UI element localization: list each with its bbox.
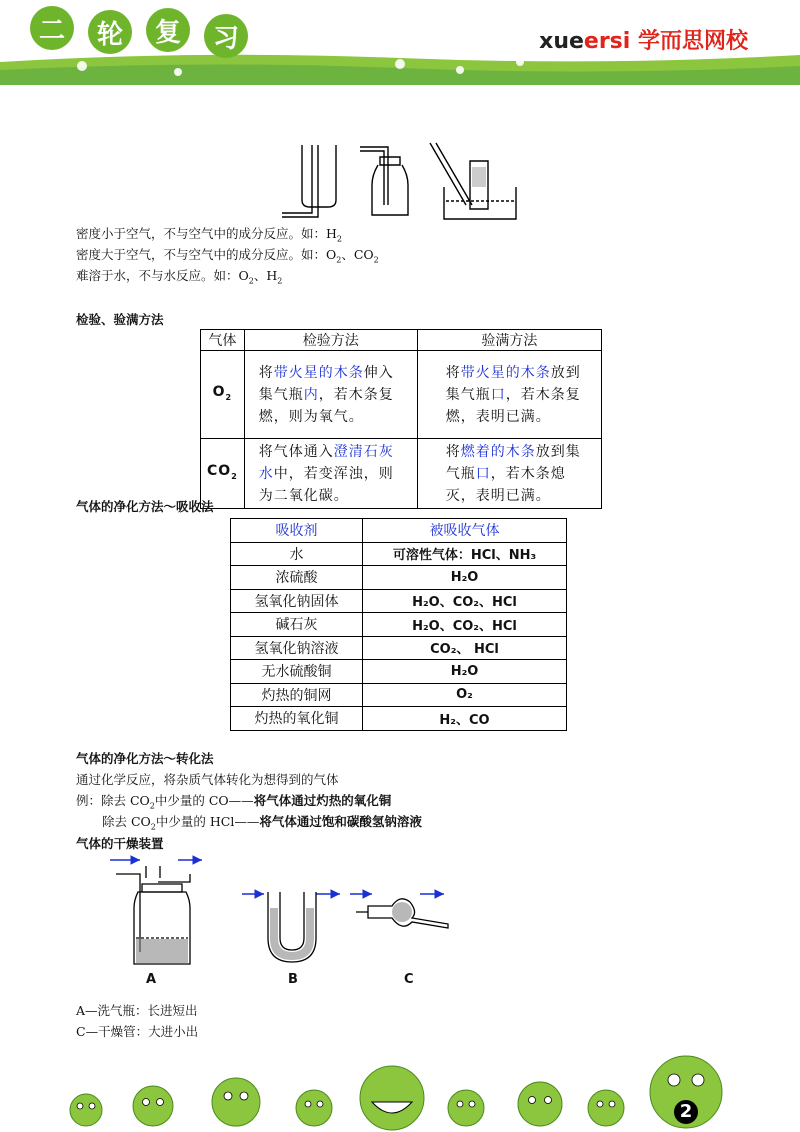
figure-label: A [146,972,157,987]
agent-cell: 灼热的铜网 [231,683,363,707]
convert-intro: 通过化学反应，将杂质气体转化为想得到的气体 [76,772,339,787]
agent-cell: 碱石灰 [231,613,363,637]
test-method-table [200,329,602,509]
gas-cell: $O_2$ [201,351,245,439]
table-row [231,660,567,684]
table-header-row [231,519,567,543]
gas-collection-figure [270,135,540,225]
full-method-cell: 将燃着的木条放到集气瓶口，若木条熄灭，表明已满。 [417,439,601,509]
gas-cell: H₂O、CO₂、HCl [363,589,567,613]
drying-note: A—洗气瓶：长进短出 [76,1003,198,1018]
gas-cell: CO₂、 HCl [363,636,567,660]
property-line: 难溶于水，不与水反应。如：$O_2$、$H_2$ [76,268,283,286]
agent-cell: 灼热的氧化铜 [231,707,363,731]
property-line: 密度小于空气，不与空气中的成分反应。如：$H_2$ [76,226,342,244]
section-heading: 气体的干燥装置 [76,836,164,851]
table-row [231,636,567,660]
full-method-cell: 将带火星的木条放到集气瓶口，若木条复燃，表明已满。 [417,351,601,439]
agent-cell: 水 [231,542,363,566]
table-header: 吸收剂 [231,519,363,543]
gas-cell: O₂ [363,683,567,707]
table-row [231,613,567,637]
table-row [231,683,567,707]
table-row [231,566,567,590]
table-row [231,542,567,566]
test-method-cell: 将带火星的木条伸入集气瓶内，若木条复燃，则为氧气。 [244,351,417,439]
page-number: 2 [679,1101,693,1122]
header-char: 二 [30,6,74,50]
table-header: 检验方法 [244,330,417,351]
section-heading: 检验、验满方法 [76,312,164,327]
header-char: 习 [204,14,248,58]
agent-cell: 无水硫酸铜 [231,660,363,684]
table-row [231,589,567,613]
absorb-table [230,518,567,731]
header-char: 复 [146,8,190,52]
gas-cell: 可溶性气体：HCl、NH₃ [363,542,567,566]
drying-apparatus-figure [100,852,460,972]
convert-example: 例：除去 $CO_2$中少量的 CO——将气体通过灼热的氧化铜 [76,793,392,811]
table-row [201,439,602,509]
gas-cell: H₂、CO [363,707,567,731]
table-header: 被吸收气体 [363,519,567,543]
figure-label: B [288,972,298,987]
drying-note: C—干燥管：大进小出 [76,1024,199,1039]
agent-cell: 浓硫酸 [231,566,363,590]
convert-example: 除去 $CO_2$中少量的 HCl——将气体通过饱和碳酸氢钠溶液 [102,814,422,832]
gas-cell: H₂O [363,566,567,590]
table-row [231,707,567,731]
table-header: 验满方法 [417,330,601,351]
property-line: 密度大于空气，不与空气中的成分反应。如：$O_2$、$CO_2$ [76,247,379,265]
table-header: 气体 [201,330,245,351]
brand-logo: xueersi 学而思网校 [539,29,748,54]
section-heading: 气体的净化方法～吸收法 [76,499,214,514]
gas-cell: H₂O [363,660,567,684]
table-header-row [201,330,602,351]
agent-cell: 氢氧化钠溶液 [231,636,363,660]
header-char: 轮 [88,10,132,54]
figure-label: C [404,972,414,987]
table-row [201,351,602,439]
test-method-cell: 将气体通入澄清石灰水中，若变浑浊，则为二氧化碳。 [244,439,417,509]
section-heading: 气体的净化方法～转化法 [76,751,214,766]
page-header [0,0,800,85]
agent-cell: 氢氧化钠固体 [231,589,363,613]
gas-cell: H₂O、CO₂、HCl [363,613,567,637]
gas-cell: $CO_2$ [201,439,245,509]
